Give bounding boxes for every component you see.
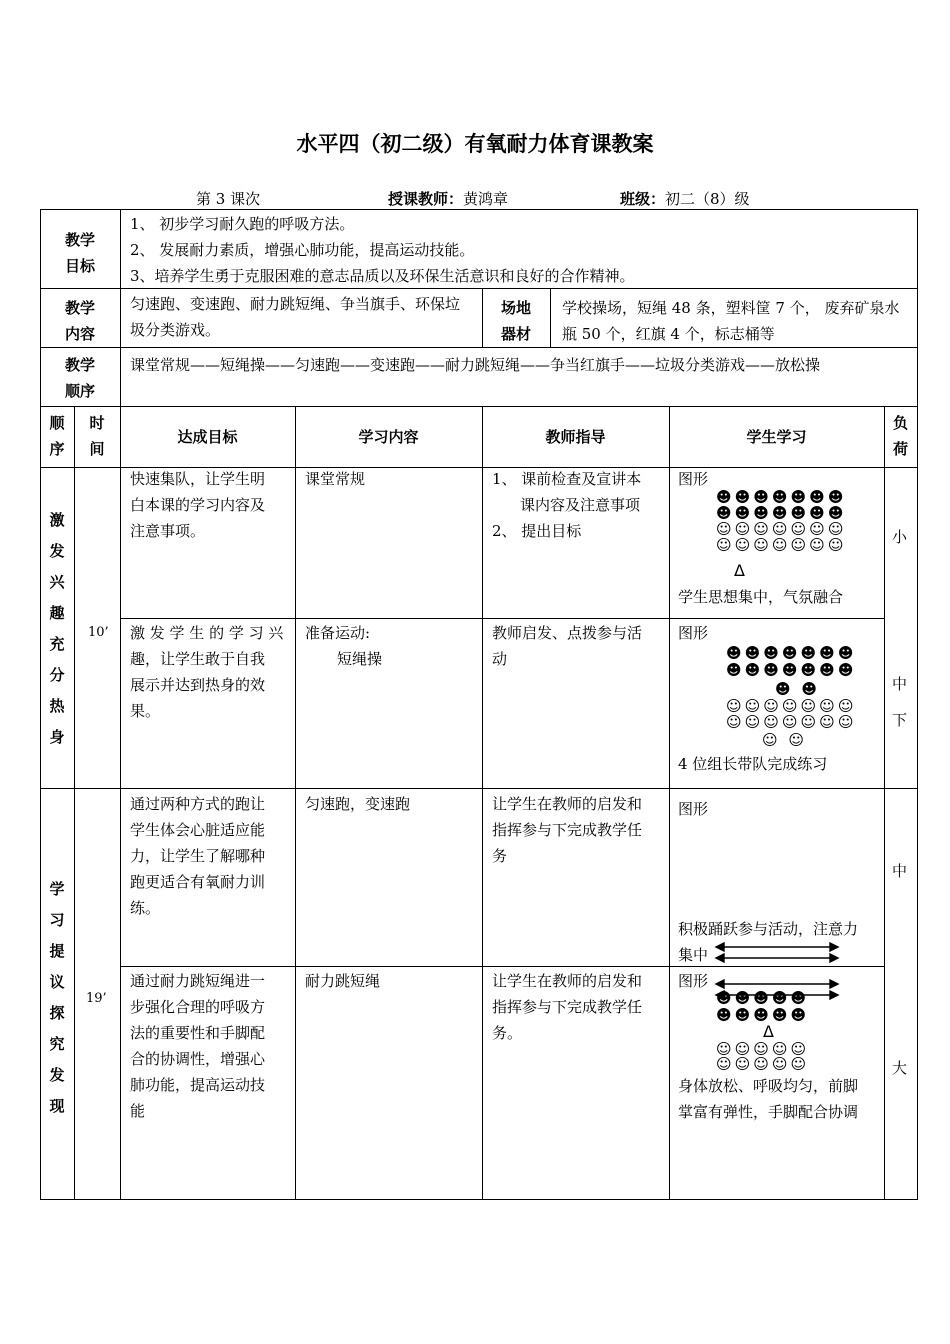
content-text-line1: 匀速跑、变速跑、耐力跳短绳、争当旗手、环保垃	[130, 295, 461, 313]
order-label-line1: 教学	[64, 356, 95, 374]
header-student: 学生学习	[746, 428, 807, 446]
phase-char: 发	[49, 1066, 65, 1084]
goal-line: 跑更适合有氧耐力训	[130, 873, 266, 891]
s2r1-goal	[130, 791, 265, 921]
teacher-label: 授课教师：	[388, 190, 464, 208]
student-hollow-faces: ☺☺☺☺☺☺☺	[726, 697, 857, 715]
goals-label-line2: 目标	[64, 257, 95, 275]
s1r1-student: 学生思想集中，气氛融合	[678, 588, 844, 606]
header-load-1: 负	[892, 414, 908, 432]
s2r2-load: 大	[892, 1059, 908, 1077]
phase-char: 趣	[49, 604, 65, 622]
goal-line: 肺功能，提高运动技	[130, 1076, 266, 1094]
student-line: 掌富有弹性，手脚配合协调	[678, 1103, 859, 1121]
s1r1-figure-label: 图形	[678, 470, 709, 488]
s2r2-content: 耐力跳短绳	[305, 972, 381, 990]
goal-item-3: 3、培养学生勇于克服困难的意志品质以及环保生活意识和良好的合作精神。	[130, 267, 635, 285]
goal-line: 展示并达到热身的效	[130, 676, 266, 694]
phase-char: 究	[49, 1035, 65, 1053]
lesson-number: 第 3 课次	[196, 190, 261, 208]
teacher-position-icon: Δ	[763, 1022, 774, 1041]
phase-char: 发	[49, 542, 65, 560]
header-seq	[40, 410, 74, 462]
s1r2-content-1: 准备运动:	[305, 624, 371, 642]
student-filled-faces: ☻☻☻☻☻☻☻	[726, 644, 857, 662]
s1r1-goal	[130, 466, 265, 544]
goal-item-1: 1、 初步学习耐久跑的呼吸方法。	[130, 215, 355, 233]
class-info	[620, 188, 750, 209]
goal-line: 学生体会心脏适应能	[130, 821, 266, 839]
goal-line: 趣，让学生敢于自我	[130, 650, 266, 668]
goal-line: 通过两种方式的跑让	[130, 795, 266, 813]
phase-char: 议	[49, 973, 65, 991]
phase-char: 充	[49, 635, 65, 653]
student-hollow-faces: ☺☺☺☺☺☺☺	[716, 536, 847, 554]
teacher-line: 教师启发、点拨参与活	[492, 624, 643, 642]
teacher-line: 指挥参与下完成教学任	[492, 998, 643, 1016]
teacher-line: 2、 提出目标	[492, 522, 582, 540]
content-label	[40, 295, 120, 347]
header-load-2: 荷	[892, 440, 908, 458]
phase-char: 热	[49, 697, 65, 715]
header-load	[884, 410, 917, 462]
s1r2-figure-label: 图形	[678, 624, 709, 642]
s1r2-teacher	[492, 620, 642, 672]
teacher-line: 课内容及注意事项	[520, 496, 641, 514]
header-content: 学习内容	[358, 428, 419, 446]
class-name: 初二（8）级	[665, 190, 750, 208]
header-time-2: 间	[89, 440, 105, 458]
header-time-1: 时	[89, 414, 105, 432]
goal-line: 白本课的学习内容及	[130, 496, 266, 514]
content-text-line2: 圾分类游戏。	[130, 321, 221, 339]
teacher-info	[388, 188, 508, 209]
s2r1-content: 匀速跑，变速跑	[305, 795, 411, 813]
goal-line: 快速集队，让学生明	[130, 470, 266, 488]
group-leader-filled-faces: ☻ ☻	[775, 680, 821, 698]
s1r2-student: 4 位组长带队完成练习	[678, 755, 828, 773]
section2-phase	[46, 874, 68, 1122]
goal-line: 练。	[130, 899, 161, 917]
goal-line: 能	[130, 1102, 146, 1120]
header-seq-2: 序	[49, 440, 65, 458]
s2r2-teacher	[492, 968, 642, 1046]
venue-label-line2: 器材	[500, 325, 531, 343]
s2r1-load: 中	[892, 862, 908, 880]
venue-label-line1: 场地	[500, 299, 531, 317]
student-line: 身体放松、呼吸均匀，前脚	[678, 1077, 859, 1095]
student-hollow-faces: ☺☺☺☺☺	[716, 1055, 810, 1073]
teacher-line: 1、 课前检查及宣讲本	[492, 470, 642, 488]
phase-char: 学	[49, 880, 65, 898]
order-text: 课堂常规——短绳操——匀速跑——变速跑——耐力跳短绳——争当红旗手——垃圾分类游戏——放松操	[130, 356, 821, 374]
teacher-line: 指挥参与下完成教学任	[492, 821, 643, 839]
goal-line: 合的协调性，增强心	[130, 1050, 266, 1068]
goals-label-line1: 教学	[64, 231, 95, 249]
phase-char: 兴	[49, 573, 65, 591]
goal-line: 果。	[130, 702, 161, 720]
phase-char: 现	[49, 1097, 65, 1115]
s1r2-load	[892, 671, 907, 733]
student-filled-faces: ☻☻☻☻☻☻☻	[726, 661, 857, 679]
goal-item-2: 2、 发展耐力素质，增强心肺功能，提高运动技能。	[130, 241, 475, 259]
student-hollow-faces: ☺☺☺☺☺☺☺	[726, 713, 857, 731]
phase-char: 提	[49, 942, 65, 960]
teacher-line: 动	[492, 650, 508, 668]
venue-text-line2: 瓶 50 个，红旗 4 个，标志桶等	[562, 325, 775, 343]
teacher-position-icon: Δ	[734, 561, 745, 580]
class-label: 班级：	[620, 190, 666, 208]
header-teacher: 教师指导	[545, 428, 606, 446]
phase-char: 习	[49, 911, 65, 929]
teacher-name: 黄鸿章	[463, 190, 509, 208]
phase-char: 激	[49, 511, 65, 529]
goal-line: 力，让学生了解哪种	[130, 847, 266, 865]
teacher-line: 让学生在教师的启发和	[492, 972, 643, 990]
phase-char: 分	[49, 666, 65, 684]
s2r1-figure-label: 图形	[678, 800, 709, 818]
teacher-line: 让学生在教师的启发和	[492, 795, 643, 813]
section1-phase	[46, 505, 68, 753]
goal-line: 步强化合理的呼吸方	[130, 998, 266, 1016]
venue-label	[482, 295, 550, 347]
student-filled-faces: ☻☻☻☻☻☻☻	[716, 504, 847, 522]
page-title: 水平四（初二级）有氧耐力体育课教案	[296, 131, 654, 156]
goals-label	[40, 227, 120, 279]
s2r2-student	[678, 1073, 858, 1125]
s1r1-load: 小	[892, 528, 908, 546]
order-label	[40, 352, 120, 404]
s1r1-teacher	[492, 466, 641, 544]
student-hollow-faces: ☺☺☺☺☺	[716, 1040, 810, 1058]
goal-line: 通过耐力跳短绳进一	[130, 972, 266, 990]
load-line: 下	[892, 711, 908, 729]
header-goal: 达成目标	[177, 428, 238, 446]
section1-time: 10’	[88, 625, 109, 640]
venue-text-line1: 学校操场，短绳 48 条，塑料筐 7 个， 废弃矿泉水	[562, 299, 900, 317]
header-seq-1: 顺	[49, 414, 65, 432]
goal-line: 激 发 学 生 的 学 习 兴	[130, 624, 284, 642]
s1r2-goal	[130, 620, 283, 724]
student-hollow-faces: ☺☺☺☺☺☺☺	[716, 520, 847, 538]
group-leader-hollow-faces: ☺ ☺	[762, 731, 808, 749]
order-label-line2: 顺序	[64, 382, 95, 400]
student-line: 集中	[678, 946, 709, 964]
s2r1-teacher	[492, 791, 642, 869]
student-filled-faces: ☻☻☻☻☻☻☻	[716, 488, 847, 506]
teacher-line: 务	[492, 847, 508, 865]
student-filled-faces: ☻☻☻☻☻	[716, 989, 810, 1007]
content-label-line2: 内容	[64, 325, 95, 343]
load-line: 中	[892, 675, 908, 693]
s1r1-content: 课堂常规	[305, 470, 366, 488]
content-label-line1: 教学	[64, 299, 95, 317]
student-line: 积极踊跃参与活动，注意力	[678, 920, 859, 938]
phase-char: 身	[49, 728, 65, 746]
section2-time: 19’	[86, 991, 107, 1006]
teacher-line: 务。	[492, 1024, 523, 1042]
phase-char: 探	[49, 1004, 65, 1022]
s1r2-content-2: 短绳操	[337, 650, 383, 668]
goal-line: 法的重要性和手脚配	[130, 1024, 266, 1042]
s2r2-goal	[130, 968, 265, 1124]
student-filled-faces: ☻☻☻☻☻	[716, 1006, 810, 1024]
goal-line: 注意事项。	[130, 522, 206, 540]
header-time	[74, 410, 120, 462]
s2r2-figure-label: 图形	[678, 972, 709, 990]
